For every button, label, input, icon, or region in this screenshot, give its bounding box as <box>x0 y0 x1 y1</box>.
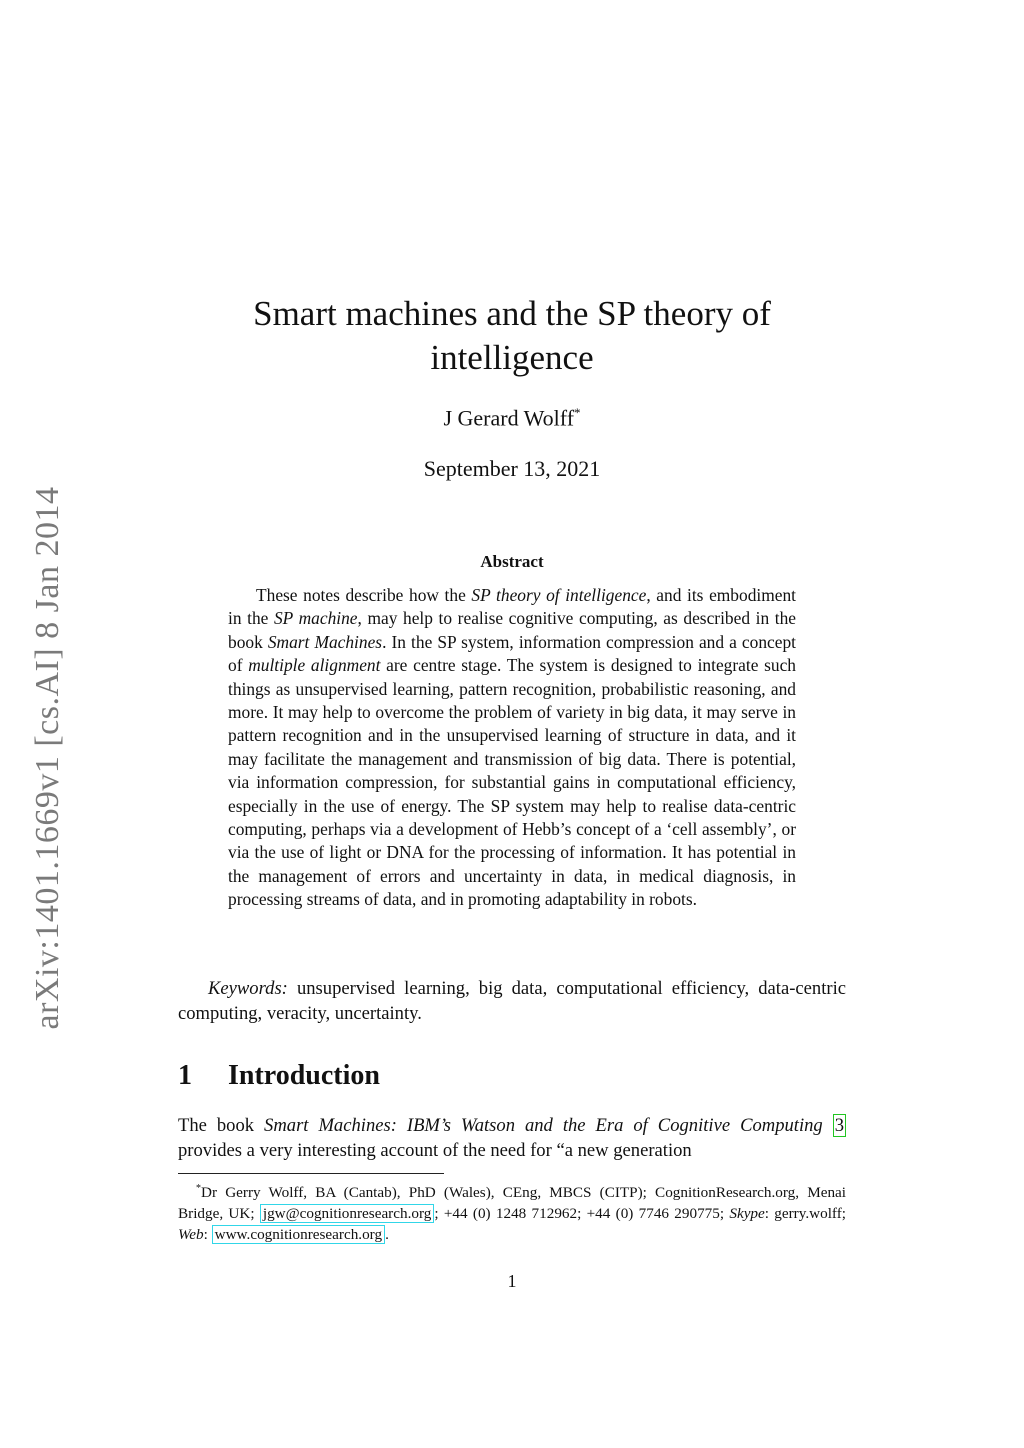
page-number: 1 <box>507 1271 517 1291</box>
abstract-emphasis: multiple alignment <box>248 655 381 676</box>
section-heading-introduction <box>178 1060 380 1092</box>
intro-text: The book <box>178 1115 265 1136</box>
author-footnote-mark[interactable]: * <box>574 405 581 420</box>
abstract-emphasis: SP machine <box>273 608 358 629</box>
keywords <box>178 976 846 1026</box>
introduction-body <box>178 1113 846 1163</box>
footnote-text: : <box>203 1226 212 1244</box>
abstract-text: , and its embodiment in the <box>228 585 796 629</box>
footnote-mark: * <box>196 1183 201 1194</box>
footnote-text: : gerry.wolff; <box>764 1205 846 1223</box>
abstract-paragraph <box>228 584 796 912</box>
author <box>0 405 1024 431</box>
footnote-divider <box>178 1173 444 1174</box>
intro-text <box>823 1115 833 1136</box>
abstract-heading: Abstract <box>480 552 544 571</box>
abstract-body <box>228 584 796 912</box>
footnote-text: . <box>385 1226 389 1244</box>
arxiv-identifier: arXiv:1401.1669v1 [cs.AI] 8 Jan 2014 <box>29 486 66 1030</box>
abstract-text: are centre stage. The system is designed to integrate such things as unsupervised learning, pattern recognition, probabilistic reasoning, and more. It may help to overcome the problem of variety in big data, it may serve in pattern recognition and in the unsupervised learning of structure in data, and it may facilitate the management and transmission of big data. There is potential, via information compression, for substantial gains in computational efficiency, especially in the use of energy. The SP system may help to realise data-centric computing, perhaps via a development of Hebb’s concept of a ‘cell assembly’, or via the use of light or DNA for the processing of information. It has potential in the management of errors and uncertainty in data, in medical diagnosis, in processing streams of data, and in promoting adaptability in robots. <box>228 655 796 910</box>
section-number: 1 <box>178 1060 192 1091</box>
book-title: Smart Machines: IBM’s Watson and the Era of Cognitive Computing <box>264 1115 823 1136</box>
intro-paragraph <box>178 1113 846 1163</box>
keywords-paragraph <box>178 976 846 1026</box>
abstract-emphasis: SP theory of intelligence <box>471 585 647 605</box>
email-link[interactable]: jgw@cognitionresearch.org <box>260 1204 435 1223</box>
title-line-1: Smart machines and the SP theory of <box>253 294 771 333</box>
abstract-text: These notes describe how the <box>256 585 472 605</box>
footnote-text: ; +44 (0) 1248 712962; +44 (0) 7746 290775; <box>434 1205 730 1223</box>
date: September 13, 2021 <box>423 456 601 481</box>
footnote-text: Dr Gerry Wolff, BA (Cantab), PhD (Wales), CEng, MBCS (CITP); CognitionResearch.org, Menai Bridge, UK; <box>178 1184 846 1223</box>
abstract-text: . In the SP system, information compression and a concept of <box>228 631 796 676</box>
citation-link[interactable]: 3 <box>834 1115 844 1136</box>
website-link[interactable]: www.cognitionresearch.org <box>212 1225 385 1244</box>
web-label: Web <box>178 1226 204 1244</box>
author-name: J Gerard Wolff <box>443 405 575 431</box>
keywords-text: unsupervised learning, big data, computational efficiency, data-centric computing, veracity, uncertainty. <box>178 978 846 1024</box>
intro-text: provides a very interesting account of the need for “a new generation <box>178 1140 692 1161</box>
keywords-label: Keywords: <box>208 978 288 999</box>
author-footnote <box>178 1178 846 1245</box>
abstract-emphasis: Smart Machines <box>267 631 383 652</box>
abstract-text: , may help to realise cognitive computing, as described in the book <box>228 608 797 652</box>
title-line-2: intelligence <box>430 338 594 377</box>
skype-label: Skype <box>729 1205 765 1223</box>
footnote-paragraph <box>178 1178 846 1245</box>
section-title: Introduction <box>228 1060 380 1091</box>
paper-title <box>200 292 824 380</box>
